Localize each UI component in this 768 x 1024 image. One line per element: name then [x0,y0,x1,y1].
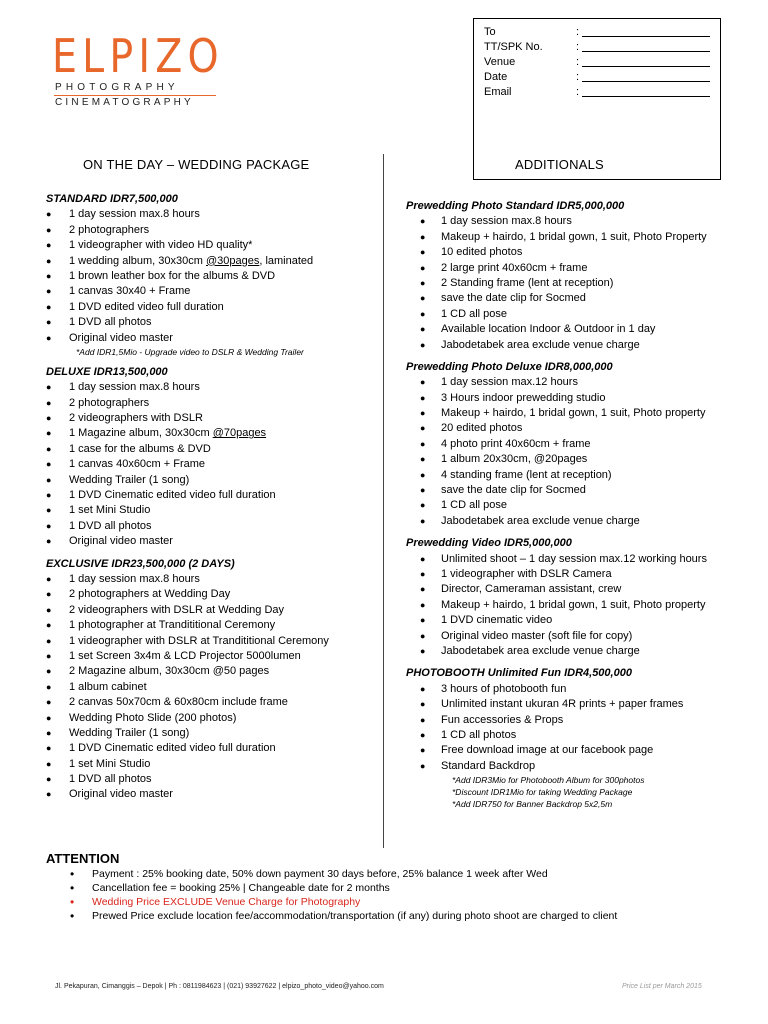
bullet-icon: ● [46,286,52,297]
package-item-text: 1 DVD all photos [69,773,152,786]
package-list-item [406,759,756,774]
package-item-text: Standard Backdrop [441,759,536,772]
bullet-icon: ● [420,745,426,756]
client-info-box [473,18,721,180]
package-item-text: 2 Magazine album, 30x30cm @50 pages [69,665,270,678]
item-text-pre: 1 Magazine album, 30x30cm [69,427,213,440]
bullet-icon: ● [420,645,426,656]
package-item-text: 20 edited photos [441,422,523,435]
package-item-text: 1 DVD Cinematic edited video full duration [69,489,276,502]
package-item-text: 1 DVD cinematic video [441,614,553,627]
bullet-icon: ● [420,553,426,564]
package-item-text: Jabodetabek area exclude venue charge [441,644,640,657]
logo-subtitle-cinematography: CINEMATOGRAPHY [55,97,194,108]
package-list-item [406,697,756,712]
bullet-icon: ● [46,589,52,600]
package-list-item [46,618,376,633]
package-item-text: 1 album cabinet [69,680,147,693]
package-item-text: 1 set Screen 3x4m & LCD Projector 5000lumen [69,649,301,662]
bullet-icon: ● [420,392,426,403]
package-block [406,199,756,360]
package-item-text: Original video master (soft file for copy) [441,629,633,642]
bullet-icon: ● [46,573,52,584]
package-list-item [46,695,376,710]
package-item-text: 1 videographer with video HD quality* [69,239,253,252]
package-list-item [46,457,376,472]
package-list-item [406,598,756,613]
bullet-icon: ● [420,216,426,227]
attention-title: ATTENTION [46,851,120,866]
package-title: Prewedding Photo Deluxe IDR8,000,000 [406,360,613,373]
package-item-text: 2 videographers with DSLR at Wedding Day [69,603,285,616]
bullet-icon: ● [46,317,52,328]
package-gap [46,550,376,557]
package-list-item [46,411,376,426]
additionals-column [406,199,756,817]
bullet-icon: • [70,867,75,881]
bullet-icon: ● [420,247,426,258]
footer-contact: Jl. Pekapuran, Cimanggis – Depok | Ph : 0811984623 | (021) 93927622 | elpizo_photo_video@yahoo.com [55,983,384,990]
wedding-packages-column [46,192,376,810]
package-list-item [406,322,756,337]
bullet-icon: ● [46,301,52,312]
info-row-date [484,70,720,85]
package-list-item [406,728,756,743]
package-list-item [46,300,376,315]
package-item-text: Unlimited shoot – 1 day session max.12 working hours [441,552,707,565]
package-list-item [46,634,376,649]
package-item-text: Wedding Trailer (1 song) [69,473,190,486]
bullet-icon: • [70,909,75,923]
package-item-text: Jabodetabek area exclude venue charge [441,514,640,527]
package-list-item [406,214,756,229]
info-fill-line[interactable] [582,55,710,67]
package-gap [46,803,376,810]
package-title: Prewedding Video IDR5,000,000 [406,537,572,550]
item-text-underlined: @30pages [205,254,260,267]
package-list-item [46,315,376,330]
bullet-icon: ● [46,397,52,408]
package-list-item [46,757,376,772]
info-colon: : [576,41,580,53]
package-list-item [406,452,756,467]
package-item-text [69,254,313,269]
package-title: Prewedding Photo Standard IDR5,000,000 [406,200,625,212]
package-list-item [46,603,376,618]
package-title: PHOTOBOOTH Unlimited Fun IDR4,500,000 [406,667,632,680]
bullet-icon: ● [420,729,426,740]
package-item-text: 2 photographers at Wedding Day [69,588,231,601]
package-list-item [406,567,756,582]
package-list-item [46,680,376,695]
package-note: *Add IDR3Mio for Photobooth Album for 300photos [452,775,645,786]
package-list-item [46,772,376,787]
bullet-icon: ● [46,443,52,454]
package-list-item [46,787,376,802]
wedding-package-title: ON THE DAY – WEDDING PACKAGE [83,157,310,172]
bullet-icon: ● [46,520,52,531]
package-item-text: 1 CD all photos [441,728,517,741]
package-block [46,192,376,365]
bullet-icon: ● [46,666,52,677]
info-label: Email [484,86,512,98]
bullet-icon: ● [46,604,52,615]
package-item-text: Fun accessories & Props [441,713,564,726]
bullet-icon: ● [46,209,52,220]
package-item-text: 1 day session max.12 hours [441,376,578,389]
bullet-icon: ● [46,474,52,485]
package-item-text: 1 photographer at Trandititional Ceremony [69,619,276,632]
package-item-text [69,426,266,441]
package-list-item [406,230,756,245]
bullet-icon: ● [420,630,426,641]
package-title: STANDARD IDR7,500,000 [46,193,178,205]
package-note: *Add IDR1,5Mio - Upgrade video to DSLR & Wedding Trailer [76,346,304,357]
logo-divider [54,95,216,96]
bullet-icon: ● [420,584,426,595]
package-item-text: 3 Hours indoor prewedding studio [441,391,606,404]
package-gap [406,659,756,666]
package-item-text: 10 edited photos [441,246,523,259]
info-row-to [484,25,720,40]
package-list-item [46,426,376,441]
package-list-item [406,582,756,597]
bullet-icon: ● [420,324,426,335]
bullet-icon: ● [46,428,52,439]
package-list-item [46,572,376,587]
package-list-item [46,649,376,664]
package-list-item [46,534,376,549]
bullet-icon: ● [420,277,426,288]
attention-item-text: Wedding Price EXCLUDE Venue Charge for Photography [92,896,361,908]
package-list-item [406,644,756,659]
package-gap [46,358,376,365]
package-title: DELUXE IDR13,500,000 [46,365,168,378]
info-colon: : [576,26,580,38]
package-item-text: 2 photographers [69,223,150,236]
package-note: *Discount IDR1Mio for taking Wedding Package [452,787,633,798]
bullet-icon: ● [420,485,426,496]
package-list-item [46,711,376,726]
info-label: To [484,26,496,38]
bullet-icon: ● [420,714,426,725]
package-block [46,557,376,810]
package-list-item [46,331,376,346]
package-list-item [46,587,376,602]
package-item-text: Original video master [69,535,173,548]
package-list-item [46,396,376,411]
package-item-text: 2 Standing frame (lent at reception) [441,276,614,289]
bullet-icon: ● [420,683,426,694]
package-list-item [406,421,756,436]
package-list-item [406,276,756,291]
package-list-item [406,391,756,406]
package-item-text: 1 canvas 30x40 + Frame [69,285,191,298]
info-label: TT/SPK No. [484,41,543,53]
package-list-item [406,245,756,260]
bullet-icon: ● [46,681,52,692]
bullet-icon: ● [420,599,426,610]
package-list-item [46,207,376,222]
bullet-icon: ● [420,515,426,526]
package-item-text: 1 case for the albums & DVD [69,442,211,455]
package-item-text: 1 day session max.8 hours [441,215,572,228]
package-block [406,536,756,666]
bullet-icon: ● [420,615,426,626]
package-list-item [406,713,756,728]
package-item-text: Jabodetabek area exclude venue charge [441,338,640,351]
package-item-text: 1 album 20x30cm, @20pages [441,453,588,466]
package-list-item [46,284,376,299]
item-text-pre: 1 wedding album, 30x30cm [69,254,206,267]
package-item-text: 1 day session max.8 hours [69,208,200,221]
additionals-title: ADDITIONALS [515,157,604,172]
footer-price-date: Price List per March 2015 [622,983,702,990]
package-list-item [406,629,756,644]
package-item-text: 1 set Mini Studio [69,757,151,770]
package-block [46,365,376,557]
package-item-text: 1 CD all pose [441,499,508,512]
bullet-icon: ● [420,308,426,319]
package-list-item [406,307,756,322]
package-item-text: 1 day session max.8 hours [69,381,200,394]
package-list-item [406,291,756,306]
package-title: EXCLUSIVE IDR23,500,000 (2 DAYS) [46,557,235,570]
bullet-icon: ● [420,500,426,511]
bullet-icon: ● [46,332,52,343]
bullet-icon: • [70,895,75,909]
package-item-text: 1 DVD Cinematic edited video full duration [69,742,276,755]
package-item-text: 2 large print 40x60cm + frame [441,261,588,274]
package-list-item [406,743,756,758]
package-note: *Add IDR750 for Banner Backdrop 5x2,5m [452,799,613,810]
package-list-item [406,437,756,452]
package-item-text: 1 DVD all photos [69,519,152,532]
bullet-icon: ● [46,650,52,661]
package-list-item [46,664,376,679]
package-list-item [46,726,376,741]
package-list-item [406,375,756,390]
info-colon: : [576,56,580,68]
package-list-item [406,261,756,276]
package-list-item [406,498,756,513]
package-list-item [46,741,376,756]
package-item-text: Unlimited instant ukuran 4R prints + paper frames [441,698,684,711]
bullet-icon: ● [420,339,426,350]
package-item-text: 2 canvas 50x70cm & 60x80cm include frame [69,696,288,709]
bullet-icon: ● [420,423,426,434]
package-gap [406,353,756,360]
bullet-icon: ● [46,635,52,646]
info-row-spk [484,40,720,55]
package-item-text: 1 set Mini Studio [69,504,151,517]
info-fill-line[interactable] [582,85,710,97]
package-item-text: 2 photographers [69,396,150,409]
bullet-icon: ● [420,699,426,710]
logo-brand-text: ELPIZO [52,29,224,83]
bullet-icon: ● [420,469,426,480]
package-item-text: 1 DVD edited video full duration [69,300,224,313]
info-fill-line[interactable] [582,70,710,82]
bullet-icon: ● [46,712,52,723]
bullet-icon: ● [420,408,426,419]
package-list-item [406,552,756,567]
package-list-item [406,483,756,498]
bullet-icon: ● [420,438,426,449]
package-list-item [46,223,376,238]
info-colon: : [576,86,580,98]
package-item-text: Original video master [69,788,173,801]
package-item-text: Makeup + hairdo, 1 bridal gown, 1 suit, Photo Property [441,230,707,243]
column-divider [383,154,384,848]
package-list-item [46,238,376,253]
bullet-icon: ● [420,377,426,388]
bullet-icon: ● [420,293,426,304]
bullet-icon: ● [420,760,426,771]
package-item-text: 1 brown leather box for the albums & DVD [69,269,276,282]
package-list-item [46,269,376,284]
package-item-text: 4 standing frame (lent at reception) [441,468,612,481]
package-list-item [46,488,376,503]
package-item-text: Director, Cameraman assistant, crew [441,583,622,596]
package-list-item [406,468,756,483]
bullet-icon: ● [46,224,52,235]
package-list-item [406,406,756,421]
package-item-text: 2 videographers with DSLR [69,412,203,425]
bullet-icon: ● [46,490,52,501]
attention-item-text: Prewed Price exclude location fee/accommodation/transportation (if any) during photo shoot are charged to client [92,910,618,922]
bullet-icon: ● [46,758,52,769]
package-item-text: 1 canvas 40x60cm + Frame [69,458,206,471]
info-colon: : [576,71,580,83]
package-item-text: 4 photo print 40x60cm + frame [441,437,591,450]
package-item-text: Wedding Photo Slide (200 photos) [69,711,237,724]
bullet-icon: ● [420,231,426,242]
package-item-text: Original video master [69,331,173,344]
bullet-icon: • [70,881,75,895]
item-text-underlined: @70pages [212,427,267,440]
package-list-item [46,380,376,395]
package-item-text: Wedding Trailer (1 song) [69,726,190,739]
bullet-icon: ● [46,697,52,708]
package-list-item [46,473,376,488]
attention-item-text: Cancellation fee = booking 25% | Changeable date for 2 months [92,882,390,894]
package-item-text: 1 videographer with DSLR Camera [441,567,612,580]
package-list-item [46,503,376,518]
info-row-email [484,85,720,100]
package-list-item [46,519,376,534]
package-item-text: save the date clip for Socmed [441,484,586,497]
bullet-icon: ● [420,568,426,579]
package-list-item [406,514,756,529]
bullet-icon: ● [46,382,52,393]
info-label: Date [484,71,508,83]
package-item-text: Available location Indoor & Outdoor in 1 day [441,323,656,336]
info-label: Venue [484,56,516,68]
logo-subtitle-photography: PHOTOGRAPHY [55,82,179,93]
info-fill-line[interactable] [582,40,710,52]
bullet-icon: ● [46,255,52,266]
bullet-icon: ● [46,240,52,251]
package-item-text: Free download image at our facebook page [441,744,654,757]
bullet-icon: ● [46,743,52,754]
bullet-icon: ● [420,454,426,465]
package-block [406,666,756,817]
bullet-icon: ● [46,413,52,424]
package-list-item [406,682,756,697]
bullet-icon: ● [46,459,52,470]
bullet-icon: ● [46,270,52,281]
bullet-icon: ● [46,789,52,800]
info-row-venue [484,55,720,70]
bullet-icon: ● [420,262,426,273]
package-item-text: Makeup + hairdo, 1 bridal gown, 1 suit, Photo property [441,407,706,420]
bullet-icon: ● [46,620,52,631]
package-list-item [406,338,756,353]
package-gap [406,810,756,817]
bullet-icon: ● [46,536,52,547]
package-gap [406,529,756,536]
package-list-item [406,613,756,628]
bullet-icon: ● [46,774,52,785]
package-item-text: Makeup + hairdo, 1 bridal gown, 1 suit, Photo property [441,598,706,611]
item-text-post: , laminated [259,254,314,267]
package-item-text: save the date clip for Socmed [441,292,586,305]
bullet-icon: ● [46,505,52,516]
info-fill-line[interactable] [582,25,710,37]
package-item-text: 1 CD all pose [441,307,508,320]
package-item-text: 1 DVD all photos [69,316,152,329]
company-logo [52,30,222,109]
package-list-item [46,254,376,269]
package-list-item [46,442,376,457]
package-item-text: 1 videographer with DSLR at Trandititional Ceremony [69,634,329,647]
bullet-icon: ● [46,727,52,738]
package-block [406,360,756,536]
attention-item-text: Payment : 25% booking date, 50% down payment 30 days before, 25% balance 1 week after Wed [92,868,548,880]
package-item-text: 3 hours of photobooth fun [441,682,567,695]
package-item-text: 1 day session max.8 hours [69,572,200,585]
